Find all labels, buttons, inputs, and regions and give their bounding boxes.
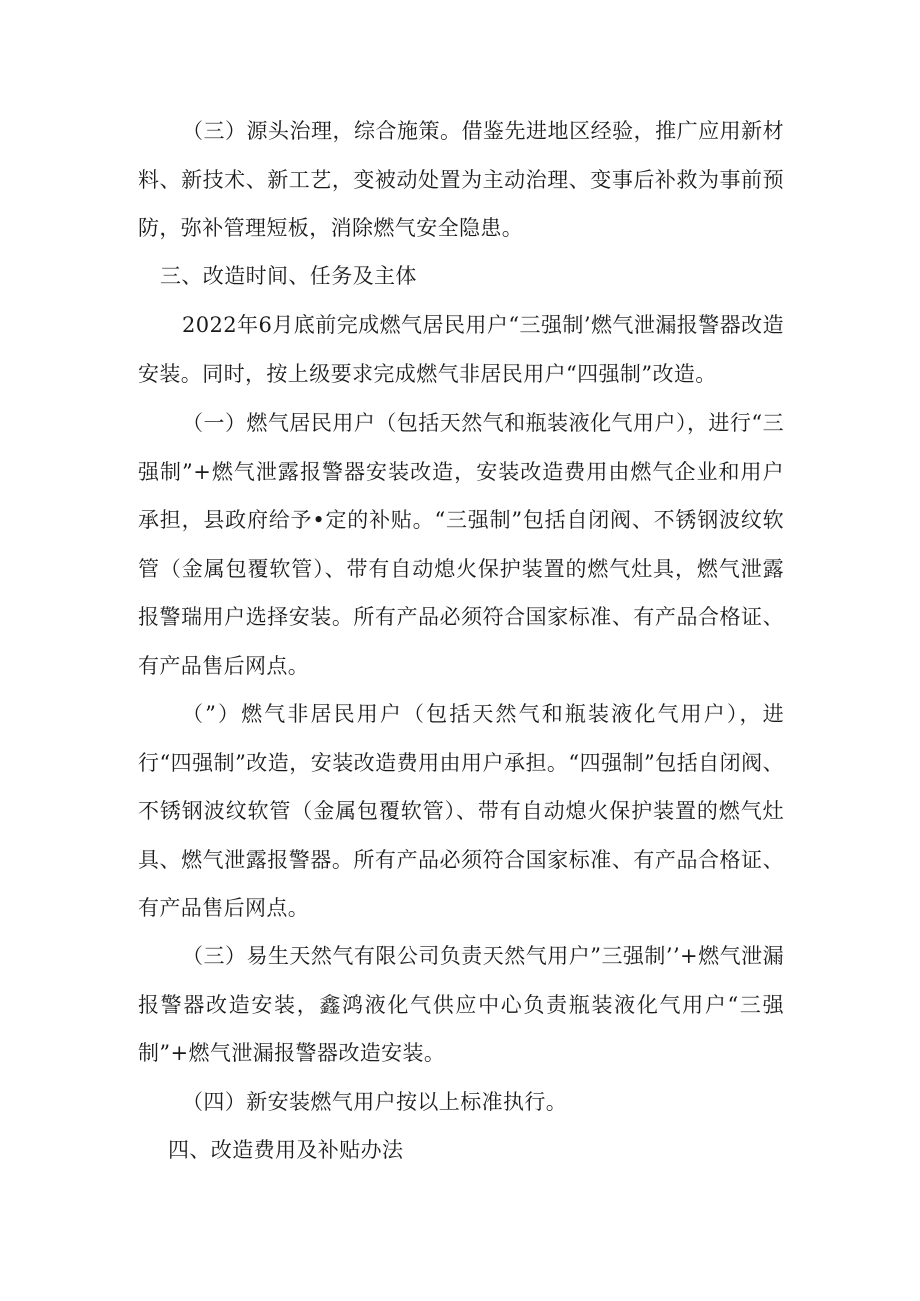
section-heading-timeline: 三、改造时间、任务及主体 <box>160 264 417 288</box>
paragraph-nonresidential-users: （”）燃气非居民用户（包括天然气和瓶装液化气用户），进行“四强制”改造，安装改造费用由用户承担。“四强制”包括自闭阀、不锈钢波纹软管（金属包覆软管）、带有自动熄火保护装置的燃气灶具、燃气泄露报警器。所有产品必须符合国家标准、有产品合格证、有产品售后网点。 <box>138 702 784 920</box>
paragraph-source-governance: （三）源头治理，综合施策。借鉴先进地区经验，推广应用新材料、新技术、新工艺，变被动处置为主动治理、变事后补救为事前预防，弥补管理短板，消除燃气安全隐患。 <box>138 119 784 240</box>
section-heading-subsidy: 四、改造费用及补贴办法 <box>168 1138 404 1162</box>
paragraph-deadline: 2022年6月底前完成燃气居民用户“三强制’燃气泄漏报警器改造安装。同时，按上级要求完成燃气非居民用户“四强制”改造。 <box>138 313 784 386</box>
paragraph-residential-users: （一）燃气居民用户（包括天然气和瓶装液化气用户），进行“三强制”+燃气泄露报警器安装改造，安装改造费用由燃气企业和用户承担，县政府给予•定的补贴。“三强制”包括自闭阀、不锈钢波纹软管（金属包覆软管）、带有自动熄火保护装置的燃气灶具，燃气泄露报警瑞用户选择安装。所有产品必须符合国家标准、有产品合格证、有产品售后网点。 <box>138 411 784 678</box>
paragraph-responsible-companies: （三）易生天然气有限公司负责天然气用户”三强制’’+燃气泄漏报警器改造安装，鑫鸿液化气供应中心负责瓶装液化气用户“三强制”+燃气泄漏报警器改造安装。 <box>138 944 784 1065</box>
paragraph-new-users: （四）新安装燃气用户按以上标准执行。 <box>182 1090 568 1114</box>
